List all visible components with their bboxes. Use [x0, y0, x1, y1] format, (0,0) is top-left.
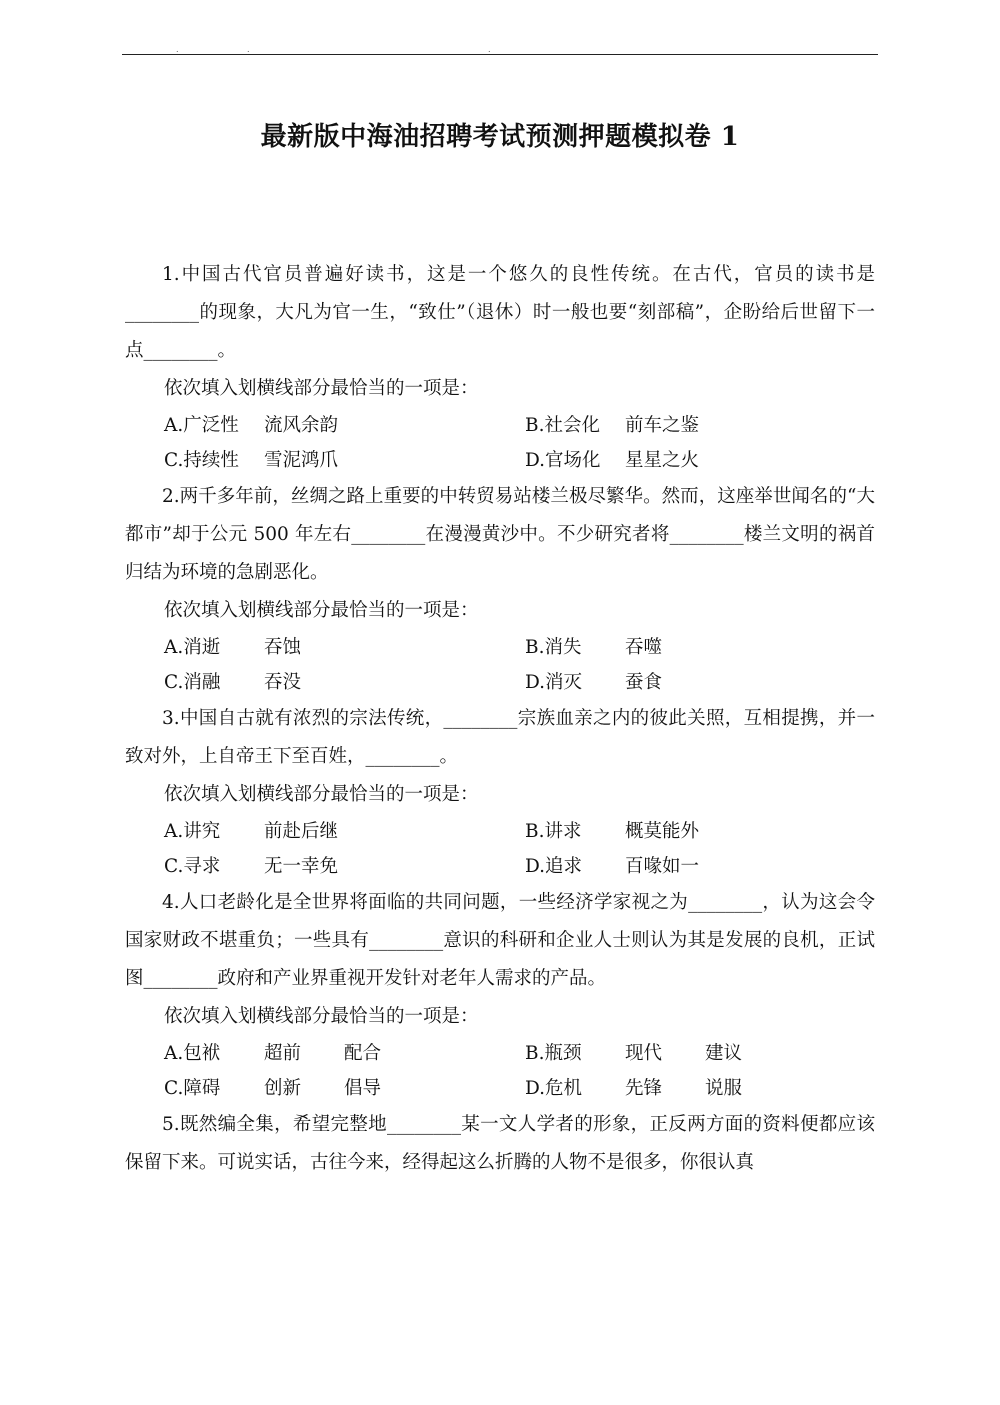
header-dot: .	[176, 45, 179, 54]
question-stem: 4.人口老龄化是全世界将面临的共同问题，一些经济学家视之为________，认为这会令国家财政不堪重负；一些具有________意识的科研和企业人士则认为其是发展的良机，正试图________政府和产业界重视开发针对老年人需求的产品。	[125, 892, 875, 989]
option-label: B.讲求	[525, 821, 582, 842]
question-prompt: 依次填入划横线部分最恰当的一项是：	[164, 784, 479, 805]
option-word: 说服	[705, 1078, 743, 1099]
option-label: B.瓶颈	[525, 1043, 582, 1064]
option-label: C.消融	[164, 672, 221, 693]
option-row	[125, 814, 875, 849]
option-row	[125, 1036, 875, 1071]
question-prompt: 依次填入划横线部分最恰当的一项是：	[164, 1006, 479, 1027]
answer-option[interactable]	[525, 849, 875, 884]
option-label: D.危机	[525, 1078, 583, 1099]
header-dot: .	[488, 45, 491, 54]
option-label: C.持续性	[164, 450, 239, 471]
option-word: 吞没	[264, 672, 302, 693]
answer-option[interactable]	[125, 443, 525, 478]
question-stem: 5.既然编全集，希望完整地________某一文人学者的形象，正反两方面的资料便都应该保留下来。可说实话，古往今来，经得起这么折腾的人物不是很多，你很认真	[125, 1114, 875, 1173]
option-row	[125, 630, 875, 665]
option-word: 配合	[344, 1043, 382, 1064]
option-label: A.包袱	[164, 1043, 221, 1064]
answer-option[interactable]	[125, 630, 525, 665]
question-stem: 2.两千多年前，丝绸之路上重要的中转贸易站楼兰极尽繁华。然而，这座举世闻名的“大都市”却于公元 500 年左右________在漫漫黄沙中。不少研究者将________楼兰文明的祸首归结为环境的急剧恶化。	[125, 486, 875, 583]
option-row	[125, 665, 875, 700]
option-label: C.障碍	[164, 1078, 221, 1099]
option-row	[125, 1071, 875, 1106]
option-label: C.寻求	[164, 856, 221, 877]
option-word: 前赴后继	[264, 821, 339, 842]
option-word: 概莫能外	[625, 821, 700, 842]
option-word: 吞蚀	[264, 637, 302, 658]
question-prompt: 依次填入划横线部分最恰当的一项是：	[164, 600, 479, 621]
option-word: 百喙如一	[625, 856, 700, 877]
answer-option[interactable]	[525, 1071, 875, 1106]
answer-option[interactable]	[125, 1036, 525, 1071]
answer-option[interactable]	[125, 849, 525, 884]
option-word: 超前	[264, 1043, 302, 1064]
option-word: 星星之火	[625, 450, 700, 471]
option-label: A.消逝	[164, 637, 221, 658]
option-label: D.消灭	[525, 672, 583, 693]
answer-option[interactable]	[525, 665, 875, 700]
answer-option[interactable]	[125, 665, 525, 700]
answer-option[interactable]	[125, 408, 525, 443]
option-word: 无一幸免	[264, 856, 339, 877]
option-label: D.官场化	[525, 450, 601, 471]
answer-option[interactable]	[525, 814, 875, 849]
option-label: B.消失	[525, 637, 582, 658]
option-label: D.追求	[525, 856, 583, 877]
question-list	[125, 256, 875, 1182]
question-stem: 1.中国古代官员普遍好读书，这是一个悠久的良性传统。在古代，官员的读书是________的现象，大凡为官一生，“致仕”（退休）时一般也要“刻部稿”，企盼给后世留下一点________。	[125, 264, 875, 361]
option-word: 建议	[705, 1043, 743, 1064]
option-row	[125, 443, 875, 478]
option-word: 蚕食	[625, 672, 663, 693]
option-word: 雪泥鸿爪	[264, 450, 339, 471]
option-row	[125, 408, 875, 443]
option-word: 先锋	[625, 1078, 663, 1099]
option-word: 现代	[625, 1043, 663, 1064]
header-dot: .	[247, 45, 250, 54]
option-row	[125, 849, 875, 884]
option-word: 前车之鉴	[625, 415, 700, 436]
option-word: 流风余韵	[264, 415, 339, 436]
answer-option[interactable]	[125, 814, 525, 849]
page-title: 最新版中海油招聘考试预测押题模拟卷 1	[260, 122, 740, 152]
answer-option[interactable]	[125, 1071, 525, 1106]
option-word: 创新	[264, 1078, 302, 1099]
answer-option[interactable]	[525, 630, 875, 665]
option-label: B.社会化	[525, 415, 600, 436]
answer-option[interactable]	[525, 408, 875, 443]
option-label: A.广泛性	[164, 415, 239, 436]
answer-option[interactable]	[525, 1036, 875, 1071]
question-prompt: 依次填入划横线部分最恰当的一项是：	[164, 378, 479, 399]
option-word: 倡导	[344, 1078, 382, 1099]
option-word: 吞噬	[625, 637, 663, 658]
question-stem: 3.中国自古就有浓烈的宗法传统，________宗族血亲之内的彼此关照，互相提携，并一致对外，上自帝王下至百姓，________。	[125, 708, 875, 767]
answer-option[interactable]	[525, 443, 875, 478]
option-label: A.讲究	[164, 821, 221, 842]
header-rule	[122, 54, 878, 55]
